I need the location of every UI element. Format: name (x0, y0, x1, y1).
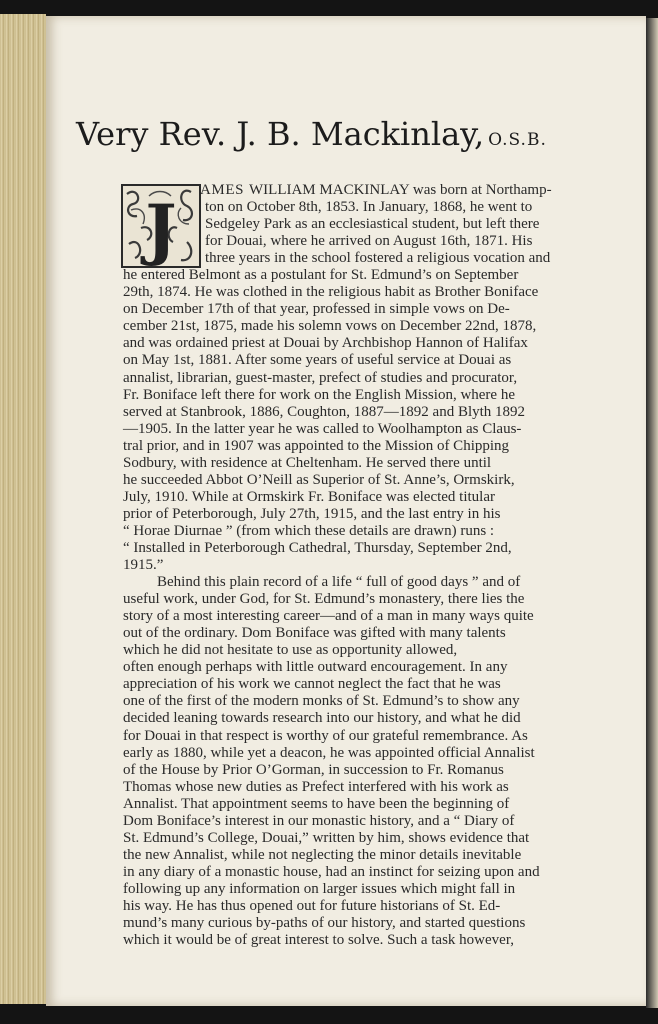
body-line: for Douai, where he arrived on August 16th, 1871. His (205, 233, 533, 250)
body-line: “ Horae Diurnae ” (from which these details are drawn) runs : (123, 522, 495, 539)
body-line: decided leaning towards research into our history, and what he did (123, 710, 521, 727)
title-suffix: O.S.B. (488, 130, 547, 150)
body-line: in any diary of a monastic house, had an instinct for seizing upon and (123, 863, 540, 880)
body-line: tral prior, and in 1907 was appointed to the Mission of Chipping (123, 437, 510, 454)
article-title (76, 112, 616, 162)
body-line: prior of Peterborough, July 27th, 1915, and the last entry in his (123, 505, 501, 522)
body-line: Fr. Boniface left there for work on the English Mission, where he (123, 386, 515, 403)
body-line: 29th, 1874. He was clothed in the religious habit as Brother Boniface (123, 284, 539, 301)
body-line: often enough perhaps with little outward encouragement. In any (123, 659, 508, 676)
body-line: following up any information on larger issues which might fall in (123, 880, 516, 897)
body-line: on December 17th of that year, professed in simple vows on De- (123, 301, 510, 318)
body-line: he entered Belmont as a postulant for St. Edmund’s on September (123, 267, 519, 284)
body-line: three years in the school fostered a religious vocation and (205, 250, 551, 267)
body-line: Dom Boniface’s interest in our monastic history, and a “ Diary of (123, 812, 515, 829)
body-line: —1905. In the latter year he was called to Woolhampton as Claus- (123, 420, 522, 437)
body-line: Sedgeley Park as an ecclesiastical student, but left there (205, 216, 540, 233)
body-line: story of a most interesting career—and of a man in many ways quite (123, 608, 534, 625)
body-line: ton on October 8th, 1853. In January, 1868, he went to (205, 199, 533, 216)
body-line: which he did not hesitate to use as opportunity allowed, (123, 642, 458, 659)
dropcap-letter: J (145, 190, 177, 268)
body-line: appreciation of his work we cannot neglect the fact that he was (123, 676, 501, 693)
article-body (123, 182, 611, 949)
body-line: served at Stanbrook, 1886, Coughton, 1887—1892 and Blyth 1892 (123, 403, 526, 420)
body-line: and was ordained priest at Douai by Archbishop Hannon of Halifax (123, 335, 528, 352)
body-line: one of the first of the modern monks of St. Edmund’s to show any (123, 693, 520, 710)
body-line: on May 1st, 1881. After some years of useful service at Douai as (123, 352, 512, 369)
body-line: the new Annalist, while not neglecting the minor details inevitable (123, 846, 522, 863)
body-line: annalist, librarian, guest-master, prefect of studies and procurator, (123, 369, 518, 386)
body-line: Sodbury, with residence at Cheltenham. He served there until (123, 454, 492, 471)
body-line: “ Installed in Peterborough Cathedral, Thursday, September 2nd, (123, 539, 512, 556)
body-line: cember 21st, 1875, made his solemn vows on December 22nd, 1878, (123, 318, 537, 335)
first-word-remainder: AMES (200, 182, 245, 198)
book-page-edges (0, 14, 46, 1004)
body-line: for Douai in that respect is worthy of our grateful remembrance. As (123, 727, 528, 744)
body-line: of the House by Prior O’Gorman, in succession to Fr. Romanus (123, 761, 504, 778)
body-line: St. Edmund’s College, Douai,” written by him, shows evidence that (123, 829, 530, 846)
body-line: 1915.” (123, 557, 164, 574)
body-line: WILLIAM MACKINLAY was born at Northamp- (249, 182, 552, 198)
body-line: July, 1910. While at Ormskirk Fr. Boniface was elected titular (123, 488, 495, 505)
body-line: Annalist. That appointment seems to have been the beginning of (123, 795, 510, 812)
body-line: Behind this plain record of a life “ full of good days ” and of (157, 574, 521, 591)
body-line: which it would be of great interest to solve. Such a task however, (123, 932, 514, 949)
body-line: useful work, under God, for St. Edmund’s monastery, there lies the (123, 591, 525, 608)
body-line: his way. He has thus opened out for future historians of St. Ed- (123, 897, 501, 914)
body-line: mund’s many curious by-paths of our history, and started questions (123, 915, 526, 932)
body-line: Thomas whose new duties as Prefect interfered with his work as (123, 778, 509, 795)
body-line: he succeeded Abbot O’Neill as Superior of St. Anne’s, Ormskirk, (123, 471, 515, 488)
book-gutter (646, 18, 658, 1008)
body-line: out of the ordinary. Dom Boniface was gifted with many talents (123, 625, 506, 642)
title-name: Very Rev. J. B. Mackinlay, (76, 115, 485, 153)
body-line: early as 1880, while yet a deacon, he was appointed official Annalist (123, 744, 535, 761)
